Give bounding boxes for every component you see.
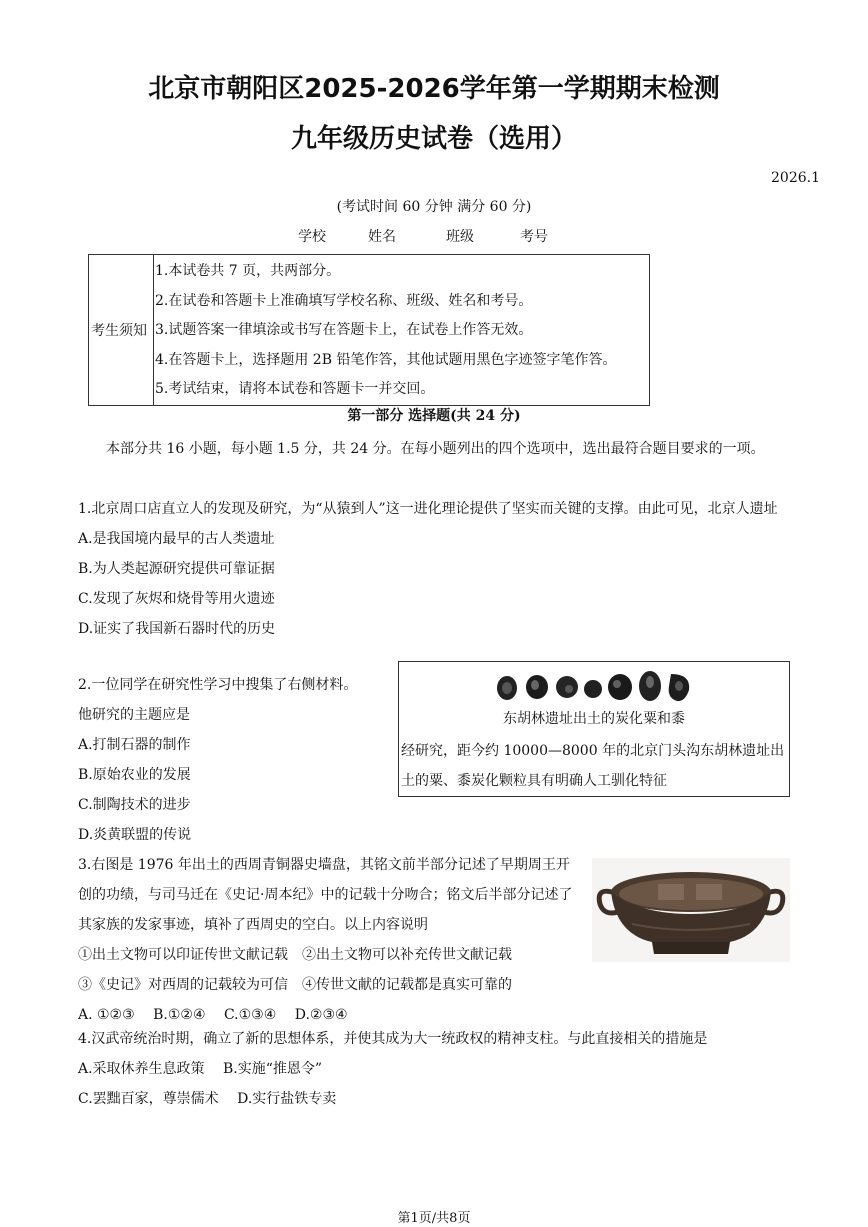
options: A.采取休养生息政策 B.实施“推恩令” — [78, 1061, 323, 1077]
field-school: 学校 — [298, 229, 326, 245]
material-text: 经研究，距今约 10000—8000 年的北京门头沟东胡林遗址出土的粟、黍炭化颗粒具有明确人工驯化特征 — [401, 743, 785, 789]
exam-subtitle: 九年级历史试卷（选用） — [290, 124, 577, 154]
page-number: 第1页/共8页 — [397, 1211, 471, 1226]
bronze-pan-image — [592, 858, 790, 962]
question-4 — [78, 1024, 790, 1114]
part1-intro: 本部分共 16 小题，每小题 1.5 分，共 24 分。在每小题列出的四个选项中，选出最符合题目要求的一项。 — [106, 441, 765, 457]
material-caption: 东胡林遗址出土的炭化粟和黍 — [503, 711, 685, 727]
q2-material-box — [398, 661, 790, 797]
option: A.打制石器的制作 — [78, 737, 191, 753]
exam-date: 2026.1 — [771, 170, 820, 186]
notice-box — [88, 254, 650, 406]
question-1-stem: 1.北京周口店直立人的发现及研究，为“从猿到人”这一进化理论提供了坚实而关键的支撑。由此可见，北京人遗址 — [78, 501, 778, 517]
question-3-stem: 3.右图是 1976 年出土的西周青铜器史墙盘，其铭文前半部分记述了早期周王开创的功绩，与司马迁在《史记·周本纪》中的记载十分吻合；铭文后半部分记述了其家族的发家事迹，填补了西周史的空白。以上内容说明 — [78, 857, 573, 933]
notice-item: 4.在答题卡上，选择题用 2B 铅笔作答，其他试题用黑色字迹签字笔作答。 — [155, 351, 617, 368]
options: C.罢黜百家，尊崇儒术 D.实行盐铁专卖 — [78, 1091, 337, 1107]
field-name: 姓名 — [368, 229, 396, 245]
notice-item: 3.试题答案一律填涂或书写在答题卡上，在试卷上作答无效。 — [155, 322, 533, 338]
student-fields — [298, 226, 570, 246]
option: C.发现了灰烬和烧骨等用火遗迹 — [78, 591, 275, 607]
option: B.原始农业的发展 — [78, 767, 191, 783]
carbonized-grain-image — [495, 668, 695, 704]
notice-items — [154, 255, 649, 405]
statements: ①出土文物可以印证传世文献记载 ②出土文物可以补充传世文献记载 — [78, 947, 512, 963]
option: D.证实了我国新石器时代的历史 — [78, 621, 276, 637]
question-2 — [78, 670, 357, 850]
field-id: 考号 — [520, 229, 548, 245]
option: A.是我国境内最早的古人类遗址 — [78, 531, 275, 547]
time-info: (考试时间 60 分钟 满分 60 分) — [336, 199, 532, 215]
notice-item: 1.本试卷共 7 页，共两部分。 — [155, 263, 341, 279]
option: B.为人类起源研究提供可靠证据 — [78, 561, 275, 577]
question-3 — [78, 850, 578, 1030]
options: A. ①②③ B.①②④ C.①③④ D.②③④ — [78, 1007, 348, 1023]
part1-heading: 第一部分 选择题(共 24 分) — [347, 408, 521, 424]
exam-title: 北京市朝阳区2025-2026学年第一学期期末检测 — [148, 74, 720, 104]
statements: ③《史记》对西周的记载较为可信 ④传世文献的记载都是真实可靠的 — [78, 977, 512, 993]
question-2-stem-cont: 他研究的主题应是 — [78, 707, 190, 723]
field-class: 班级 — [446, 229, 474, 245]
question-2-stem: 2.一位同学在研究性学习中搜集了右侧材料。 — [78, 677, 358, 693]
option: C.制陶技术的进步 — [78, 797, 191, 813]
notice-label: 考生须知 — [89, 255, 154, 405]
question-1 — [78, 494, 790, 644]
notice-item: 5.考试结束，请将本试卷和答题卡一并交回。 — [155, 381, 435, 397]
notice-item: 2.在试卷和答题卡上准确填写学校名称、班级、姓名和考号。 — [155, 292, 533, 309]
question-4-stem: 4.汉武帝统治时期，确立了新的思想体系，并使其成为大一统政权的精神支柱。与此直接相关的措施是 — [78, 1031, 708, 1047]
option: D.炎黄联盟的传说 — [78, 827, 192, 843]
